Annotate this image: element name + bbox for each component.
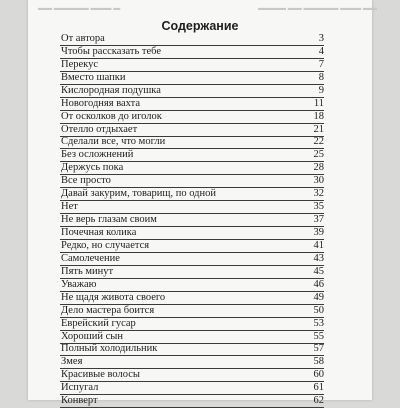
toc-entry-title: Еврейский гусар xyxy=(61,317,136,329)
toc-entry-title: Полный холодильник xyxy=(61,343,158,355)
toc-entry xyxy=(60,240,324,253)
toc-entry-page-number: 45 xyxy=(313,265,324,277)
toc-entry-title: Пять минут xyxy=(61,265,114,277)
toc-entry-title: Отелло отдыхает xyxy=(61,123,138,135)
page-title: Содержание xyxy=(161,19,239,33)
bleed-through-text-right: ▬▬▬▬ ▬▬ ▬▬▬▬▬ ▬▬▬ ▬▬ xyxy=(258,4,377,12)
toc-entry-page-number: 4 xyxy=(318,45,324,57)
toc-entry-title: Красивые волосы xyxy=(61,369,140,381)
toc-entry-page-number: 25 xyxy=(313,149,324,161)
toc-entry xyxy=(60,369,324,382)
toc-entry xyxy=(60,266,324,279)
toc-entry-title: Не щадя живота своего xyxy=(61,291,166,303)
toc-entry-title: От автора xyxy=(61,32,105,44)
toc-entry-title: Давай закурим, товарищ, по одной xyxy=(61,188,216,200)
toc-entry-title: Испугал xyxy=(61,382,99,394)
toc-entry xyxy=(60,331,324,344)
toc-entry xyxy=(60,201,324,214)
toc-entry-title: Дело мастера боится xyxy=(61,304,155,316)
toc-entry-page-number: 43 xyxy=(313,252,324,264)
toc-entry xyxy=(60,395,324,408)
toc-entry xyxy=(60,111,324,124)
toc-entry-page-number: 18 xyxy=(313,110,324,122)
table-of-contents xyxy=(60,33,324,408)
toc-entry-page-number: 3 xyxy=(318,32,324,44)
toc-entry-title: Сделали все, что могли xyxy=(61,136,166,148)
toc-entry-page-number: 57 xyxy=(313,343,324,355)
toc-entry-title: Без осложнений xyxy=(61,149,134,161)
toc-entry-page-number: 58 xyxy=(313,356,324,368)
toc-entry xyxy=(60,85,324,98)
toc-entry-page-number: 21 xyxy=(313,123,324,135)
toc-entry-title: Новогодняя вахта xyxy=(61,97,141,109)
toc-entry-page-number: 61 xyxy=(313,382,324,394)
toc-entry-page-number: 30 xyxy=(313,175,324,187)
toc-entry xyxy=(60,162,324,175)
toc-entry-title: Вместо шапки xyxy=(61,71,126,83)
toc-entry xyxy=(60,382,324,395)
toc-entry xyxy=(60,59,324,72)
toc-entry-title: Почечная колика xyxy=(61,227,137,238)
toc-entry-page-number: 49 xyxy=(313,291,324,303)
toc-entry xyxy=(60,188,324,201)
toc-entry-page-number: 28 xyxy=(313,162,324,174)
toc-entry-title: Перекус xyxy=(61,58,99,70)
toc-entry xyxy=(60,149,324,162)
toc-entry xyxy=(60,98,324,111)
toc-entry xyxy=(60,279,324,292)
toc-entry-title: Конверт xyxy=(61,395,98,407)
toc-entry-title: Нет xyxy=(61,201,78,213)
toc-entry-title: Самолечение xyxy=(61,252,120,264)
toc-entry xyxy=(60,305,324,318)
toc-entry xyxy=(60,33,324,46)
toc-entry xyxy=(60,253,324,266)
toc-entry-title: Держусь пока xyxy=(61,162,124,174)
toc-entry-page-number: 9 xyxy=(318,84,324,96)
toc-entry-page-number: 62 xyxy=(313,395,324,407)
toc-entry-page-number: 50 xyxy=(313,304,324,316)
toc-entry xyxy=(60,356,324,369)
toc-entry xyxy=(60,318,324,331)
toc-entry-title: Хороший сын xyxy=(61,330,123,342)
toc-entry-page-number: 53 xyxy=(313,317,324,329)
toc-entry-title: Редко, но случается xyxy=(61,239,150,251)
toc-entry-title: Уважаю xyxy=(61,278,97,290)
toc-entry-title: Кислородная подушка xyxy=(61,84,161,96)
bleed-through-text-left: ▬▬ ▬▬▬▬▬ ▬▬▬ ▬ xyxy=(38,4,121,12)
toc-entry-title: Змея xyxy=(61,356,83,368)
toc-entry-page-number: 7 xyxy=(318,58,324,70)
toc-entry-page-number: 39 xyxy=(313,227,324,238)
toc-entry xyxy=(60,124,324,137)
toc-entry-title: Не верь глазам своим xyxy=(61,214,157,226)
book-page xyxy=(28,0,377,407)
toc-entry xyxy=(60,292,324,305)
toc-entry-page-number: 41 xyxy=(313,239,324,251)
toc-entry xyxy=(60,72,324,85)
toc-entry-page-number: 60 xyxy=(313,369,324,381)
toc-entry-page-number: 46 xyxy=(313,278,324,290)
toc-entry xyxy=(60,344,324,357)
toc-entry-page-number: 22 xyxy=(313,136,324,148)
toc-entry-page-number: 37 xyxy=(313,214,324,226)
toc-entry-page-number: 35 xyxy=(313,201,324,213)
toc-entry-title: Чтобы рассказать тебе xyxy=(61,45,162,57)
toc-entry-page-number: 11 xyxy=(313,97,324,109)
toc-entry-title: Все просто xyxy=(61,175,111,187)
toc-entry xyxy=(60,214,324,227)
toc-entry xyxy=(60,46,324,59)
toc-entry-page-number: 32 xyxy=(313,188,324,200)
toc-entry xyxy=(60,227,324,240)
toc-entry-page-number: 8 xyxy=(318,71,324,83)
toc-entry xyxy=(60,137,324,150)
toc-entry-page-number: 55 xyxy=(313,330,324,342)
toc-entry-title: От осколков до иголок xyxy=(61,110,162,122)
toc-entry xyxy=(60,175,324,188)
